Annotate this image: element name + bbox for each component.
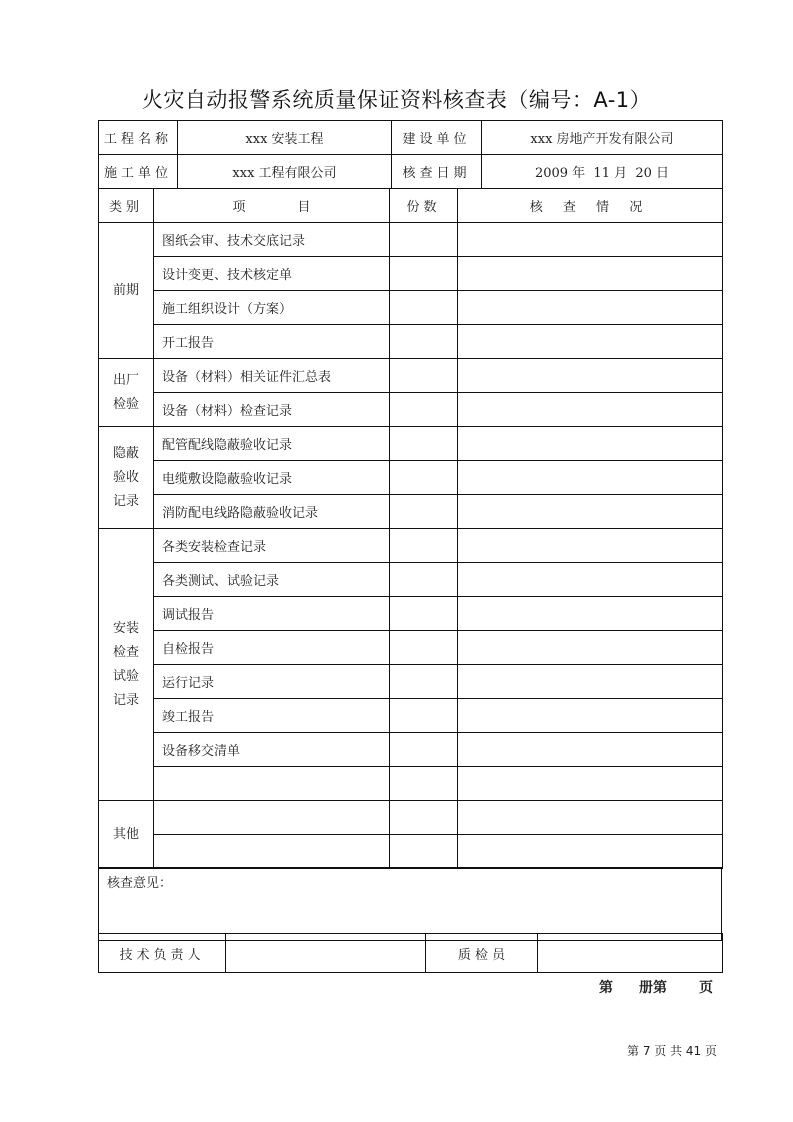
header-item: 项 目 bbox=[154, 189, 390, 223]
status-cell[interactable] bbox=[458, 665, 723, 699]
header-category: 类别 bbox=[99, 189, 154, 223]
table-row bbox=[99, 325, 723, 359]
category-cell: 前期 bbox=[99, 223, 154, 359]
item-cell: 设备（材料）相关证件汇总表 bbox=[154, 359, 390, 393]
table-row bbox=[99, 835, 723, 869]
item-cell: 各类安装检查记录 bbox=[154, 529, 390, 563]
table-row bbox=[99, 665, 723, 699]
project-name-value: xxx 安装工程 bbox=[178, 121, 392, 155]
count-cell[interactable] bbox=[390, 631, 458, 665]
table-row bbox=[99, 699, 723, 733]
count-cell[interactable] bbox=[390, 393, 458, 427]
item-cell: 消防配电线路隐蔽验收记录 bbox=[154, 495, 390, 529]
status-cell[interactable] bbox=[458, 733, 723, 767]
tech-lead-label: 技术负责人 bbox=[99, 934, 226, 973]
count-cell[interactable] bbox=[390, 291, 458, 325]
header-status: 核 查 情 况 bbox=[458, 189, 723, 223]
volume-prefix: 第 bbox=[599, 980, 613, 996]
count-cell[interactable] bbox=[390, 699, 458, 733]
count-cell[interactable] bbox=[390, 495, 458, 529]
table-row bbox=[99, 597, 723, 631]
status-cell[interactable] bbox=[458, 529, 723, 563]
table-row bbox=[99, 529, 723, 563]
count-cell[interactable] bbox=[390, 325, 458, 359]
table-row bbox=[99, 461, 723, 495]
volume-suffix: 页 bbox=[699, 980, 713, 996]
status-cell[interactable] bbox=[458, 597, 723, 631]
count-cell[interactable] bbox=[390, 223, 458, 257]
item-cell: 设备移交清单 bbox=[154, 733, 390, 767]
status-cell[interactable] bbox=[458, 563, 723, 597]
item-cell: 运行记录 bbox=[154, 665, 390, 699]
count-cell[interactable] bbox=[390, 801, 458, 835]
table-row bbox=[99, 291, 723, 325]
item-cell: 施工组织设计（方案） bbox=[154, 291, 390, 325]
comment-label: 核查意见： bbox=[107, 876, 173, 891]
status-cell[interactable] bbox=[458, 393, 723, 427]
status-cell[interactable] bbox=[458, 699, 723, 733]
page-number: 第 7 页 共 41 页 bbox=[627, 1044, 717, 1058]
category-cell: 隐蔽 验收 记录 bbox=[99, 427, 154, 529]
table-row bbox=[99, 427, 723, 461]
status-cell[interactable] bbox=[458, 495, 723, 529]
comment-field[interactable] bbox=[99, 868, 722, 941]
count-cell[interactable] bbox=[390, 665, 458, 699]
count-cell[interactable] bbox=[390, 767, 458, 801]
item-cell: 电缆敷设隐蔽验收记录 bbox=[154, 461, 390, 495]
table-row bbox=[99, 631, 723, 665]
table-row bbox=[99, 257, 723, 291]
checklist-table bbox=[98, 188, 723, 869]
contractor-value: xxx 工程有限公司 bbox=[178, 155, 392, 189]
header-count: 份数 bbox=[390, 189, 458, 223]
status-cell[interactable] bbox=[458, 223, 723, 257]
status-cell[interactable] bbox=[458, 835, 723, 869]
builder-value: xxx 房地产开发有限公司 bbox=[482, 121, 723, 155]
comment-table bbox=[98, 867, 722, 941]
status-cell[interactable] bbox=[458, 257, 723, 291]
item-cell: 图纸会审、技术交底记录 bbox=[154, 223, 390, 257]
item-cell: 设计变更、技术核定单 bbox=[154, 257, 390, 291]
category-cell: 安装 检查 试验 记录 bbox=[99, 529, 154, 801]
table-row bbox=[99, 495, 723, 529]
project-name-label: 工程名称 bbox=[99, 121, 178, 155]
item-cell: 各类测试、试验记录 bbox=[154, 563, 390, 597]
status-cell[interactable] bbox=[458, 767, 723, 801]
count-cell[interactable] bbox=[390, 835, 458, 869]
status-cell[interactable] bbox=[458, 325, 723, 359]
volume-middle: 册第 bbox=[639, 980, 667, 996]
table-row bbox=[99, 563, 723, 597]
item-cell bbox=[154, 835, 390, 869]
tech-lead-field[interactable] bbox=[226, 934, 426, 973]
inspector-field[interactable] bbox=[538, 934, 723, 973]
count-cell[interactable] bbox=[390, 563, 458, 597]
category-cell: 其他 bbox=[99, 801, 154, 869]
table-row bbox=[99, 359, 723, 393]
signature-table bbox=[98, 933, 723, 973]
status-cell[interactable] bbox=[458, 427, 723, 461]
status-cell[interactable] bbox=[458, 631, 723, 665]
item-cell: 配管配线隐蔽验收记录 bbox=[154, 427, 390, 461]
table-row bbox=[99, 767, 723, 801]
status-cell[interactable] bbox=[458, 801, 723, 835]
status-cell[interactable] bbox=[458, 461, 723, 495]
table-row bbox=[99, 801, 723, 835]
item-cell bbox=[154, 767, 390, 801]
volume-page-marker bbox=[599, 977, 713, 997]
count-cell[interactable] bbox=[390, 529, 458, 563]
date-value: 2009 年 11 月 20 日 bbox=[482, 155, 723, 189]
info-table bbox=[98, 120, 723, 189]
count-cell[interactable] bbox=[390, 257, 458, 291]
builder-label: 建设单位 bbox=[392, 121, 482, 155]
item-cell: 开工报告 bbox=[154, 325, 390, 359]
count-cell[interactable] bbox=[390, 597, 458, 631]
count-cell[interactable] bbox=[390, 733, 458, 767]
item-cell: 自检报告 bbox=[154, 631, 390, 665]
item-cell: 设备（材料）检查记录 bbox=[154, 393, 390, 427]
table-row bbox=[99, 733, 723, 767]
status-cell[interactable] bbox=[458, 359, 723, 393]
status-cell[interactable] bbox=[458, 291, 723, 325]
count-cell[interactable] bbox=[390, 461, 458, 495]
item-cell bbox=[154, 801, 390, 835]
count-cell[interactable] bbox=[390, 427, 458, 461]
table-row bbox=[99, 223, 723, 257]
date-label: 核查日期 bbox=[392, 155, 482, 189]
count-cell[interactable] bbox=[390, 359, 458, 393]
inspector-label: 质 检 员 bbox=[426, 934, 538, 973]
table-row bbox=[99, 393, 723, 427]
contractor-label: 施工单位 bbox=[99, 155, 178, 189]
page-title: 火灾自动报警系统质量保证资料核查表（编号：A-1） bbox=[141, 88, 652, 112]
category-cell: 出厂 检验 bbox=[99, 359, 154, 427]
item-cell: 竣工报告 bbox=[154, 699, 390, 733]
item-cell: 调试报告 bbox=[154, 597, 390, 631]
